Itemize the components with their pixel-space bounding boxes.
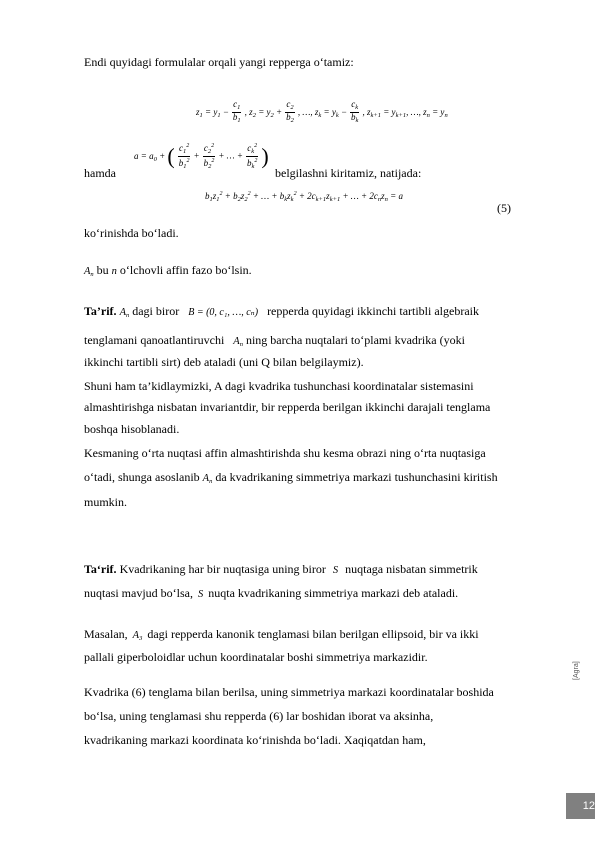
text-line: mumkin. xyxy=(84,495,128,509)
equation-number: (5) xyxy=(497,201,511,215)
symbol-s: S xyxy=(197,589,204,600)
text-line: pallali giperboloidlar uchun koordinatalar boshi simmetriya markazidir. xyxy=(84,650,428,664)
frame-b: B = (0, c₁, …, cₙ) xyxy=(188,307,259,318)
text-line: ko‘rinishda bo‘ladi. xyxy=(84,226,179,240)
text-line: Ta‘rif. Kvadrikaning har bir nuqtasiga uning biror S nuqtaga nisbatan simmetrik xyxy=(84,562,478,576)
text-line: belgilashni kiritamiz, natijada: xyxy=(275,166,422,180)
text-line: Kvadrika (6) tenglama bilan berilsa, uning simmetriya markazi koordinatalar boshida xyxy=(84,685,494,699)
text-line: hamda xyxy=(84,166,116,180)
text-line: Endi quyidagi formulalar orqali yangi repperga o‘tamiz: xyxy=(84,55,354,69)
text-line: Masalan, $A_3$ dagi repperda kanonik tenglamasi bilan berilgan ellipsoid, bir va ikki xyxy=(84,627,479,642)
symbol-a-n: $A_n$ xyxy=(233,336,243,348)
canonical-equation: $b_1z_1^2 + b_2z_2^2$ + … + $b_kz_k^2 + 2c_{k+1}z_{k+1}$ + … + $2c_nz_n = a$ xyxy=(205,191,403,203)
text-line: boshqa hisoblanadi. xyxy=(84,422,180,436)
symbol-a-3: $A_3$ xyxy=(132,630,143,642)
text-line: bo‘lsa, uning tenglamasi shu repperda (6) lar boshidan iborat va aksinha, xyxy=(84,709,434,723)
page-number-badge xyxy=(566,793,595,819)
symbol-a-n: $A_n$ xyxy=(84,266,94,278)
text-line: tenglamani qanoatlantiruvchi $A_n$ ning barcha nuqtalari to‘plami kvadrika (yoki xyxy=(84,333,465,348)
definition-label: Ta’rif. xyxy=(84,304,117,318)
text-line: almashtirishga nisbatan invariantdir, bir repperda berilgan ikkinchi darajali tenglama xyxy=(84,400,491,414)
symbol-s: S xyxy=(332,565,339,576)
text-line: nuqtasi mavjud bo‘lsa, S nuqta kvadrikaning simmetriya markazi deb ataladi. xyxy=(84,586,459,600)
symbol-a-n: $A_n$ xyxy=(119,307,130,319)
text-line: ikkinchi tartibli sirt) deb ataladi (uni Q bilan belgilaymiz). xyxy=(84,355,364,369)
text-line: Ta’rif. $A_n$ dagi biror B = (0, c₁, …, cₙ) repperda quyidagi ikkinchi tartibli algebraik xyxy=(84,304,479,319)
text-line: Kesmaning o‘rta nuqtasi affin almashtirishda shu kesma obrazi ning o‘rta nuqtasiga xyxy=(84,446,486,460)
definition-label: Ta‘rif. xyxy=(84,562,117,576)
text-line: Shuni ham ta’kidlaymizki, A dagi kvadrika tushunchasi koordinatalar sistemasini xyxy=(84,379,474,393)
symbol-a-n: $A_n$ xyxy=(202,473,213,485)
substitution-formula: $z_1 = y_1$ − $\frac{c_1}{b_1}$ , $z_2 = y_2$ + $\frac{c_2}{b_2}$ , …, $z_k = y_k$ − $\frac{c_k}{b_k}$ , $z_{k+1} = y_{k+1}$, …, $z_n = y_n$ xyxy=(196,99,448,124)
text-line: $A_n$ bu n o‘lchovli affin fazo bo‘lsin. xyxy=(84,263,252,278)
sidebar-label: [Agra] xyxy=(573,661,580,680)
text-line: o‘tadi, shunga asoslanib $A_n$ da kvadrikaning simmetriya markazi tushunchasini kiritish xyxy=(84,470,498,485)
text-line: kvadrikaning markazi koordinata ko‘rinishda bo‘ladi. Xaqiqatdan ham, xyxy=(84,733,426,747)
page-number: 12 xyxy=(582,800,595,812)
constant-definition-formula: $a = a_0$ + ( $\frac{c_1^2}{b_1^2}$ + $\frac{c_2^2}{b_2^2}$ + … + $\frac{c_k^2}{b_k^2}$ ) xyxy=(134,143,269,170)
